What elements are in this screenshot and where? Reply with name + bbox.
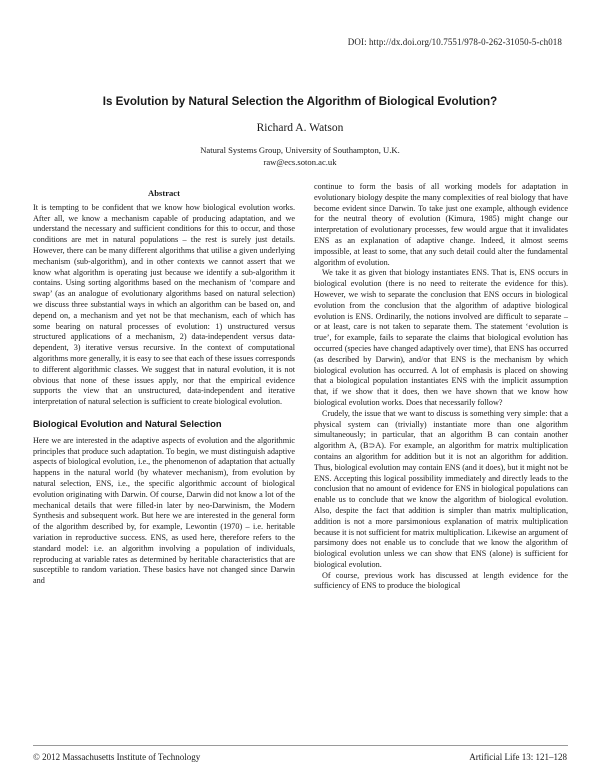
doi-line: DOI: http://dx.doi.org/10.7551/978-0-262-31050-5-ch018 — [347, 37, 562, 47]
author-affiliation-block — [0, 144, 600, 168]
body-paragraph-1: continue to form the basis of all working models for adaptation in evolutionary biology despite the many complexities of real biology that have become evident since Darwin. To take just one example, although evidence for the neutral theory of evolution (Kimura, 1985) might change our interpretation of evolutionary processes, few would argue that it invalidates ENS as an explanation of adaptive change. Indeed, it almost seems impossible, at least to some, that any such detail could alter the fundamental algorithm of evolution. — [314, 182, 568, 267]
body-paragraph-4: Of course, previous work has discussed at length evidence for the sufficiency of ENS to produce the biological — [314, 570, 568, 591]
journal-citation: Artificial Life 13: 121–128 — [469, 752, 567, 762]
author-email: raw@ecs.soton.ac.uk — [263, 157, 337, 167]
body-paragraph-2: We take it as given that biology instantiates ENS. That is, ENS occurs in biological evolution (there is no need to reiterate the evidence for this). However, we wish to separate the conclusion that ENS occurs in biological evolution from the conclusion that the algorithm of adaptive biological evolution is ENS. Ordinarily, the notions involved are difficult to separate – or at least, care is not taken to separate them. The statement ‘evolution is true’, for example, fails to separate the claims that biological evolution has occurred (species have changed adaptively over time), that ENS has occurred (as described by Darwin), and/or that ENS is the mechanism by which biological evolution has occurred. A lot of emphasis is placed on showing that a biological population instantiates ENS with the implicit assumption that, if we show that it does, then we have shown that we know how biological evolution works. Does that necessarily follow? — [314, 268, 568, 407]
section-heading: Biological Evolution and Natural Selection — [33, 417, 222, 429]
abstract-text: It is tempting to be confident that we know how biological evolution works. After all, we know a mechanism capable of producing adaptation, and we understand the necessary and sufficient conditions for this to occur, and those conditions are met in natural populations – the rest is surely just details. However, there can be many different algorithms that utilise a given underlying mechanism (sub-algorithm), and in other contexts we cannot assert that we know what algorithm is operating just because we identify a sub-algorithm it contains. Using sorting algorithms based on the mechanism of ‘compare and swap’ (as an analogue of evolutionary algorithms based on natural selection) we discuss three substantial ways in which an algorithm can be based on, and depend on, a mechanism and yet not be that mechanism, each of which has some bearing on natural processes of evolution: 1) unstructured versus structured applications of a mechanism, 2) data-independent versus data-dependent, 3) iterative versus recursive. In the context of computational algorithms more generally, it is easy to see that each of these issues corresponds to different algorithmic classes. We suggest that in natural evolution, it is not obvious that none of these issues apply, nor that the empirical evidence supports the view that an unstructured, data-independent and iterative interpretation of natural selection is sufficient to create biological evolution. — [33, 202, 295, 407]
section-paragraph: Here we are interested in the adaptive aspects of evolution and the algorithmic principles that produce such adaptation. To begin, we must distinguish adaptive aspects of biological evolution, i.e., the phenomenon of adaptation that actually happens in the natural world (by whatever mechanism), from evolution by natural selection, ENS, i.e., the specific algorithmic account of biological evolution originating with Darwin. Of course, Darwin did not know a lot of the mechanical details that were filled-in later by neo-Darwinism, the Modern Synthesis and subsequent work. But here we are interested in the general form of the algorithm described by, for example, Lewontin (1970) – i.e. heritable variation in reproductive success. ENS, as used here, therefore refers to the standard model: i.e. an algorithm involving a population of individuals, reproducing at variable rates as determined by heritable characteristics that are susceptible to random variation. These basics have not changed since Darwin and — [33, 435, 295, 586]
affiliation: Natural Systems Group, University of Southampton, U.K. — [200, 145, 400, 155]
author-name: Richard A. Watson — [256, 122, 344, 134]
copyright-notice: © 2012 Massachusetts Institute of Technology — [33, 752, 201, 762]
body-paragraph-3: Crudely, the issue that we want to discuss is something very simple: that a physical system can (trivially) instantiate more than one algorithm simultaneously; in particular, that an algorithm B can contain another algorithm A, (B⊃A). For example, an algorithm for matrix multiplication contains an algorithm for addition but it is not an algorithm for addition. Thus, biological evolution may contain ENS (and it does), but it might not be ENS. Accepting this logical possibility immediately and directly leads to the conclusion that no amount of evidence for ENS in biological populations can enable us to conclude that we know the algorithm of biological evolution. Also, despite the fact that addition is simpler than matrix multiplication, addition is not a more parsimonious explanation of matrix multiplication because it is not sufficient for matrix multiplication. Likewise an argument of parsimony does not enable us to conclude that we know the algorithm of biological evolution unless we can show that ENS (alone) is sufficient for biological evolution. — [314, 408, 568, 569]
footer-rule — [33, 745, 568, 746]
left-column — [33, 188, 295, 587]
abstract-heading: Abstract — [148, 188, 180, 198]
right-column — [314, 182, 568, 592]
paper-title: Is Evolution by Natural Selection the Algorithm of Biological Evolution? — [102, 95, 498, 108]
